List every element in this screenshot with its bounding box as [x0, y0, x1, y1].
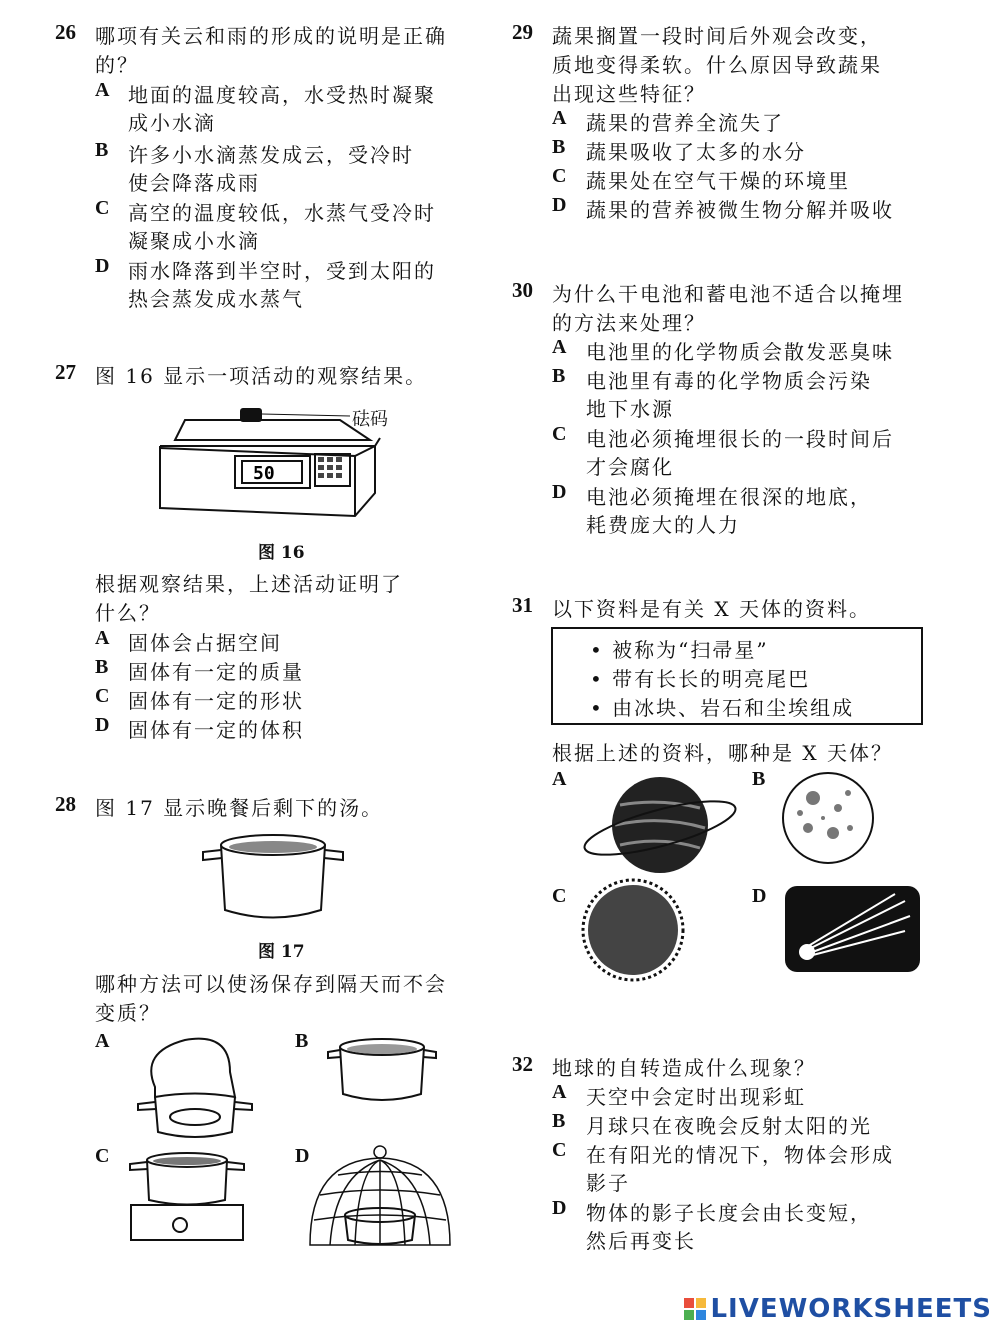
figure-caption: 图 16 [258, 543, 305, 563]
option-label[interactable]: B [552, 365, 566, 387]
option-text: 电池必须掩埋很长的一段时间后 [586, 427, 894, 451]
option-label[interactable]: D [552, 481, 567, 503]
moon-image[interactable] [778, 768, 878, 868]
option-text: 影子 [586, 1171, 630, 1195]
option-text: 电池里有毒的化学物质会污染 [586, 369, 872, 393]
option-label[interactable]: C [95, 197, 110, 219]
option-text: 固体有一定的质量 [128, 660, 304, 684]
pot-with-lid[interactable] [325, 1032, 440, 1112]
option-text: 天空中会定时出现彩虹 [586, 1085, 806, 1109]
option-label[interactable]: C [552, 885, 567, 907]
info-bullet: • 被称为“扫帚星” [590, 638, 769, 662]
option-label[interactable]: B [552, 136, 566, 158]
option-label[interactable]: C [552, 165, 567, 187]
question-stem: 的方法来处理？ [552, 311, 706, 335]
option-text: 雨水降落到半空时，受到太阳的 [128, 259, 436, 283]
option-label[interactable]: B [95, 139, 109, 161]
option-label[interactable]: A [552, 107, 567, 129]
question-text: 变质？ [95, 1001, 161, 1025]
option-text: 月球只在夜晚会反射太阳的光 [586, 1114, 872, 1138]
option-label[interactable]: D [752, 885, 767, 907]
question-stem: 图 16 显示一项活动的观察结果。 [95, 364, 428, 388]
question-number: 29 [512, 20, 533, 44]
scale-display: 50 [253, 463, 275, 484]
option-label[interactable]: B [752, 768, 766, 790]
option-text: 地下水源 [586, 397, 674, 421]
question-number: 26 [55, 20, 76, 44]
option-text: 耗费庞大的人力 [586, 513, 740, 537]
option-label[interactable]: C [95, 1145, 110, 1167]
option-label[interactable]: B [552, 1110, 566, 1132]
question-number: 28 [55, 792, 76, 816]
question-text: 什么？ [95, 601, 161, 625]
watermark-text: LIVEWORKSHEETS [710, 1294, 992, 1324]
pot-on-stove[interactable] [125, 1145, 250, 1245]
pot-covered-with-cloth[interactable] [130, 1032, 260, 1142]
figure-caption: 图 17 [258, 942, 305, 962]
option-text: 蔬果的营养被微生物分解并吸收 [586, 198, 894, 222]
question-text: 哪种方法可以使汤保存到隔天而不会 [95, 972, 447, 996]
question-stem: 以下资料是有关 X 天体的资料。 [552, 597, 871, 621]
comet-image[interactable] [785, 886, 920, 972]
liveworksheets-watermark [684, 1294, 992, 1324]
question-stem: 地球的自转造成什么现象？ [552, 1056, 816, 1080]
pot-under-food-cover[interactable] [300, 1140, 460, 1255]
question-number: 30 [512, 278, 533, 302]
option-text: 电池里的化学物质会散发恶臭味 [586, 340, 894, 364]
option-text: 成小水滴 [128, 111, 216, 135]
option-text: 固体会占据空间 [128, 631, 282, 655]
option-text: 电池必须掩埋在很深的地底， [586, 485, 872, 509]
option-text: 才会腐化 [586, 455, 674, 479]
option-label[interactable]: A [95, 627, 110, 649]
sun-image[interactable] [578, 875, 688, 985]
option-label[interactable]: D [295, 1145, 310, 1167]
option-label[interactable]: B [95, 656, 109, 678]
question-stem: 出现这些特征？ [552, 82, 706, 106]
question-stem: 质地变得柔软。什么原因导致蔬果 [552, 53, 882, 77]
liveworksheets-logo-icon [684, 1298, 706, 1320]
option-label[interactable]: C [552, 423, 567, 445]
option-text: 然后再变长 [586, 1229, 696, 1253]
option-text: 物体的影子长度会由长变短， [586, 1201, 872, 1225]
question-number: 32 [512, 1052, 533, 1076]
ringed-planet-image[interactable] [580, 770, 740, 880]
option-text: 蔬果处在空气干燥的环境里 [586, 169, 850, 193]
weight-label: 砝码 [352, 409, 388, 430]
option-text: 蔬果吸收了太多的水分 [586, 140, 806, 164]
question-text: 根据上述的资料，哪种是 X 天体？ [552, 741, 893, 765]
option-text: 固体有一定的形状 [128, 689, 304, 713]
option-label[interactable]: D [552, 1197, 567, 1219]
option-text: 地面的温度较高，水受热时凝聚 [128, 83, 436, 107]
option-label[interactable]: D [95, 714, 110, 736]
option-label[interactable]: A [552, 1081, 567, 1103]
option-text: 在有阳光的情况下，物体会形成 [586, 1143, 894, 1167]
option-label[interactable]: D [95, 255, 110, 277]
option-label[interactable]: D [552, 194, 567, 216]
question-text: 根据观察结果，上述活动证明了 [95, 572, 403, 596]
option-text: 蔬果的营养全流失了 [586, 111, 784, 135]
question-stem: 哪项有关云和雨的形成的说明是正确 [95, 24, 447, 48]
option-label[interactable]: A [95, 79, 110, 101]
option-text: 固体有一定的体积 [128, 718, 304, 742]
question-number: 27 [55, 360, 76, 384]
question-number: 31 [512, 593, 533, 617]
option-label[interactable]: A [95, 1030, 110, 1052]
soup-pot-figure [198, 830, 348, 925]
option-label[interactable]: A [552, 336, 567, 358]
option-text: 热会蒸发成水蒸气 [128, 287, 304, 311]
question-stem: 为什么干电池和蓄电池不适合以掩埋 [552, 282, 904, 306]
info-bullet: • 由冰块、岩石和尘埃组成 [590, 696, 855, 720]
info-bullet: • 带有长长的明亮尾巴 [590, 667, 811, 691]
question-stem: 蔬果搁置一段时间后外观会改变， [552, 24, 882, 48]
option-label[interactable]: A [552, 768, 567, 790]
option-text: 许多小水滴蒸发成云，受冷时 [128, 143, 414, 167]
option-text: 高空的温度较低，水蒸气受冷时 [128, 201, 436, 225]
option-label[interactable]: C [552, 1139, 567, 1161]
question-stem: 的？ [95, 53, 139, 77]
option-label[interactable]: C [95, 685, 110, 707]
option-label[interactable]: B [295, 1030, 309, 1052]
option-text: 使会降落成雨 [128, 171, 260, 195]
question-stem: 图 17 显示晚餐后剩下的汤。 [95, 796, 384, 820]
option-text: 凝聚成小水滴 [128, 229, 260, 253]
